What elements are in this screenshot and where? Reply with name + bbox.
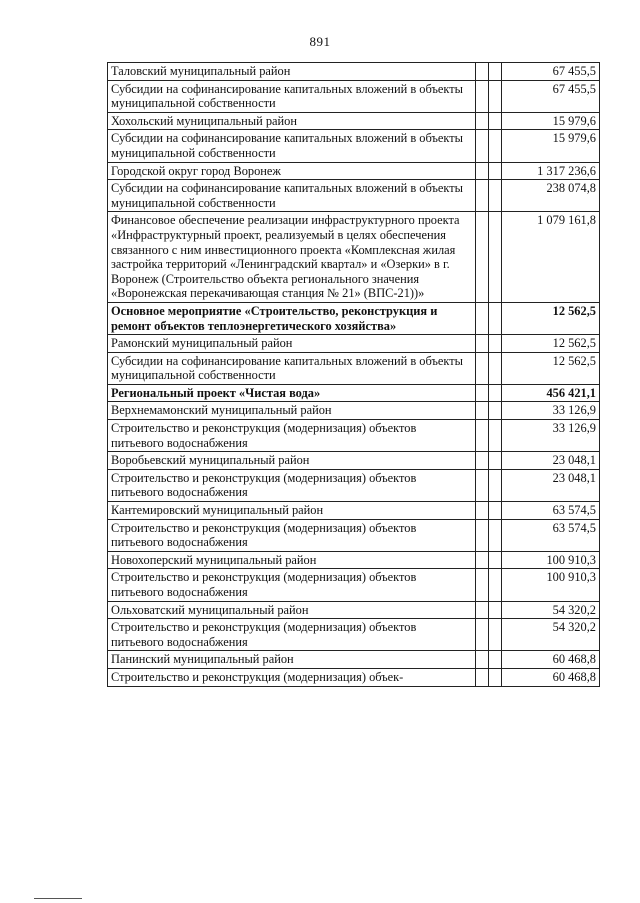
- row-name-cell: Субсидии на софинансирование капитальных вложений в объекты муниципальной собственности: [108, 180, 476, 212]
- empty-cell: [476, 402, 489, 420]
- budget-table: [107, 62, 600, 687]
- table-row: [108, 420, 600, 452]
- empty-cell: [476, 212, 489, 303]
- empty-cell: [489, 384, 502, 402]
- row-value-cell: 15 979,6: [502, 130, 600, 162]
- page-number: 891: [309, 34, 331, 49]
- empty-cell: [489, 668, 502, 686]
- empty-cell: [489, 420, 502, 452]
- row-value-cell: 100 910,3: [502, 569, 600, 601]
- empty-cell: [489, 601, 502, 619]
- table-row: [108, 180, 600, 212]
- empty-cell: [489, 469, 502, 501]
- table-row: [108, 551, 600, 569]
- empty-cell: [476, 162, 489, 180]
- row-value-cell: 238 074,8: [502, 180, 600, 212]
- empty-cell: [476, 302, 489, 334]
- row-name-cell: Финансовое обеспечение реализации инфраструктурного проекта «Инфраструктурный проект, реализуемый в целях обеспечения связанного с ним инвестиционного проекта «Комплексная жилая застройка территорий «Ленинградский квартал» и «Озерки» в г. Воронеж (Строительство объекта регионального значения «Воронежская перекачивающая станция № 21» (ВПС-21))»: [108, 212, 476, 303]
- empty-cell: [476, 112, 489, 130]
- empty-cell: [489, 402, 502, 420]
- empty-cell: [489, 80, 502, 112]
- table-row: [108, 80, 600, 112]
- empty-cell: [476, 601, 489, 619]
- row-name-cell: Строительство и реконструкция (модернизация) объектов питьевого водоснабжения: [108, 569, 476, 601]
- table-row: [108, 384, 600, 402]
- table-row: [108, 452, 600, 470]
- empty-cell: [476, 80, 489, 112]
- empty-cell: [476, 63, 489, 81]
- table-row: [108, 619, 600, 651]
- empty-cell: [489, 112, 502, 130]
- table-row: [108, 112, 600, 130]
- row-name-cell: Строительство и реконструкция (модернизация) объектов питьевого водоснабжения: [108, 619, 476, 651]
- row-value-cell: 12 562,5: [502, 335, 600, 353]
- empty-cell: [476, 130, 489, 162]
- table-row: [108, 651, 600, 669]
- table-row: [108, 668, 600, 686]
- empty-cell: [489, 519, 502, 551]
- row-name-cell: Рамонский муниципальный район: [108, 335, 476, 353]
- table-row: [108, 601, 600, 619]
- empty-cell: [476, 569, 489, 601]
- empty-cell: [476, 352, 489, 384]
- empty-cell: [489, 619, 502, 651]
- row-name-cell: Воробьевский муниципальный район: [108, 452, 476, 470]
- row-value-cell: 67 455,5: [502, 80, 600, 112]
- empty-cell: [489, 651, 502, 669]
- row-value-cell: 23 048,1: [502, 469, 600, 501]
- empty-cell: [489, 502, 502, 520]
- row-value-cell: 23 048,1: [502, 452, 600, 470]
- empty-cell: [476, 502, 489, 520]
- row-value-cell: 54 320,2: [502, 601, 600, 619]
- row-value-cell: 100 910,3: [502, 551, 600, 569]
- table-row: [108, 402, 600, 420]
- row-name-cell: Строительство и реконструкция (модернизация) объектов питьевого водоснабжения: [108, 519, 476, 551]
- empty-cell: [489, 63, 502, 81]
- row-name-cell: Субсидии на софинансирование капитальных вложений в объекты муниципальной собственности: [108, 352, 476, 384]
- empty-cell: [489, 212, 502, 303]
- row-name-cell: Городской округ город Воронеж: [108, 162, 476, 180]
- empty-cell: [489, 335, 502, 353]
- row-value-cell: 12 562,5: [502, 302, 600, 334]
- table-row: [108, 569, 600, 601]
- row-name-cell: Строительство и реконструкция (модернизация) объектов питьевого водоснабжения: [108, 420, 476, 452]
- table-row: [108, 130, 600, 162]
- row-value-cell: 1 079 161,8: [502, 212, 600, 303]
- empty-cell: [489, 302, 502, 334]
- empty-cell: [489, 551, 502, 569]
- empty-cell: [476, 384, 489, 402]
- empty-cell: [476, 668, 489, 686]
- table-row: [108, 352, 600, 384]
- row-name-cell: Таловский муниципальный район: [108, 63, 476, 81]
- row-value-cell: 456 421,1: [502, 384, 600, 402]
- empty-cell: [476, 335, 489, 353]
- row-value-cell: 33 126,9: [502, 402, 600, 420]
- row-value-cell: 33 126,9: [502, 420, 600, 452]
- row-value-cell: 12 562,5: [502, 352, 600, 384]
- row-name-cell: Ольховатский муниципальный район: [108, 601, 476, 619]
- empty-cell: [476, 619, 489, 651]
- empty-cell: [476, 651, 489, 669]
- empty-cell: [476, 551, 489, 569]
- table-row: [108, 302, 600, 334]
- table-row: [108, 63, 600, 81]
- row-value-cell: 1 317 236,6: [502, 162, 600, 180]
- row-name-cell: Кантемировский муниципальный район: [108, 502, 476, 520]
- row-name-cell: Строительство и реконструкция (модернизация) объектов питьевого водоснабжения: [108, 469, 476, 501]
- table-row: [108, 335, 600, 353]
- empty-cell: [489, 352, 502, 384]
- empty-cell: [489, 162, 502, 180]
- row-name-cell: Хохольский муниципальный район: [108, 112, 476, 130]
- row-value-cell: 60 468,8: [502, 668, 600, 686]
- empty-cell: [476, 452, 489, 470]
- row-name-cell: Строительство и реконструкция (модернизация) объек-: [108, 668, 476, 686]
- empty-cell: [476, 180, 489, 212]
- table-row: [108, 502, 600, 520]
- empty-cell: [476, 519, 489, 551]
- row-value-cell: 15 979,6: [502, 112, 600, 130]
- row-name-cell: Региональный проект «Чистая вода»: [108, 384, 476, 402]
- empty-cell: [489, 452, 502, 470]
- row-name-cell: Субсидии на софинансирование капитальных вложений в объекты муниципальной собственности: [108, 130, 476, 162]
- row-name-cell: Новохоперский муниципальный район: [108, 551, 476, 569]
- row-value-cell: 54 320,2: [502, 619, 600, 651]
- table-row: [108, 212, 600, 303]
- empty-cell: [489, 180, 502, 212]
- row-value-cell: 67 455,5: [502, 63, 600, 81]
- footer-line: [34, 898, 82, 899]
- row-name-cell: Верхнемамонский муниципальный район: [108, 402, 476, 420]
- empty-cell: [476, 469, 489, 501]
- table-row: [108, 162, 600, 180]
- row-name-cell: Субсидии на софинансирование капитальных вложений в объекты муниципальной собственности: [108, 80, 476, 112]
- empty-cell: [489, 569, 502, 601]
- table-row: [108, 469, 600, 501]
- row-value-cell: 60 468,8: [502, 651, 600, 669]
- empty-cell: [489, 130, 502, 162]
- row-value-cell: 63 574,5: [502, 519, 600, 551]
- row-value-cell: 63 574,5: [502, 502, 600, 520]
- budget-table-body: [108, 63, 600, 687]
- row-name-cell: Панинский муниципальный район: [108, 651, 476, 669]
- table-row: [108, 519, 600, 551]
- empty-cell: [476, 420, 489, 452]
- row-name-cell: Основное мероприятие «Строительство, реконструкция и ремонт объектов теплоэнергетического хозяйства»: [108, 302, 476, 334]
